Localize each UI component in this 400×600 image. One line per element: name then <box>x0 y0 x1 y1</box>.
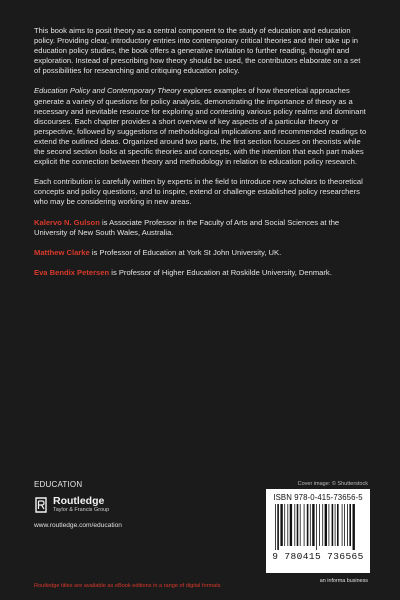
blurb-paragraph-3: Each contribution is carefully written by experts in the field to introduce new scholars to theoretical concepts and policy questions, and to inspire, extend or challenge established policy researchers who may be considering working in new areas. <box>34 177 363 207</box>
isbn-number: ISBN 978-0-415-73656-5 <box>273 493 363 502</box>
author-bio-1 <box>34 218 368 238</box>
author-name: Eva Bendix Petersen <box>34 267 110 277</box>
barcode-bar <box>344 504 345 546</box>
author-bio-2 <box>34 248 368 258</box>
barcode-bar <box>312 504 314 546</box>
barcode-digits: 9 780415 736565 <box>272 551 364 562</box>
barcode-bar <box>284 504 285 546</box>
publisher-logo <box>34 494 154 516</box>
author-bio-text: is Associate Professor in the Faculty of Arts and Social Sciences at the University of New South Wales, Australia. <box>34 217 340 237</box>
cover-image-credit: Cover image: © Shutterstock <box>297 481 368 487</box>
isbn-barcode <box>266 489 370 573</box>
barcode-bar <box>287 504 288 546</box>
barcode-icon <box>274 504 362 550</box>
publisher-group: Taylor & Francis Group <box>53 507 110 513</box>
barcode-bar <box>325 504 327 546</box>
book-title-italic: Education Policy and Contemporary Theory <box>34 86 181 96</box>
barcode-bar <box>310 504 311 546</box>
blurb-paragraph-1: This book aims to posit theory as a central component to the study of education and education policy. Providing clear, introductory entries into contemporary critical theories and their take up in education policy studies, the book offers a generative invitation to further reading, thought and exploration. Instead of prescribing how theory should be used, the contributors elaborate on a set of possibilities for researching and critiquing education policy. <box>34 26 361 76</box>
barcode-bar <box>319 504 320 546</box>
barcode-bar <box>332 504 334 546</box>
author-bio-3 <box>34 268 368 278</box>
author-name: Kalervo N. Gulson <box>34 217 100 227</box>
barcode-bar <box>316 504 317 550</box>
barcode-bar <box>294 504 295 546</box>
blurb-paragraph-2 <box>34 86 368 167</box>
blurb-text <box>34 26 368 288</box>
barcode-bar <box>304 504 305 546</box>
barcode-bar <box>275 504 276 550</box>
routledge-logo-icon <box>34 497 48 513</box>
author-bio-text: is Professor of Higher Education at Roskilde University, Denmark. <box>109 267 332 277</box>
barcode-bar <box>290 504 292 546</box>
publisher-website[interactable]: www.routledge.com/education <box>34 522 122 529</box>
author-bio-text: is Professor of Education at York St John University, UK. <box>89 247 282 257</box>
barcode-bar <box>280 504 282 546</box>
barcode-bar <box>353 504 355 550</box>
barcode-bar <box>337 504 339 546</box>
publisher-name: Routledge <box>53 495 105 507</box>
barcode-bar <box>297 504 299 546</box>
barcode-bar <box>349 504 351 546</box>
barcode-bar <box>322 504 323 546</box>
barcode-bar <box>277 504 279 550</box>
informa-tagline: an informa business <box>319 578 368 584</box>
author-name: Matthew Clarke <box>34 247 90 257</box>
blurb-paragraph-2-text: explores examples of how theoretical approaches generate a variety of questions for policy analysis, demonstrating the importance of theory as a necessary and inevitable resource for exploring and contesting various policy realms and dominant discourses. Each chapter provides a short overview of key aspects of a particular theory or perspective, followed by suggestions of methodological implications and recommended readings to extend the outlined ideas. Organized around two parts, the first section focuses on theorists while the second section looks at specific theories and concepts, with the intention that each part makes explicit the connection between theory and methodology in relation to education policy research. <box>34 86 367 167</box>
ebook-availability-note: Routledge titles are available as eBook editions in a range of digital formats <box>34 583 221 589</box>
subject-category: EDUCATION <box>34 480 83 489</box>
barcode-bar <box>335 504 336 546</box>
barcode-bar <box>342 504 343 546</box>
barcode-bar <box>347 504 348 546</box>
barcode-bar <box>329 504 330 546</box>
barcode-bar <box>307 504 309 546</box>
barcode-bar <box>300 504 301 546</box>
